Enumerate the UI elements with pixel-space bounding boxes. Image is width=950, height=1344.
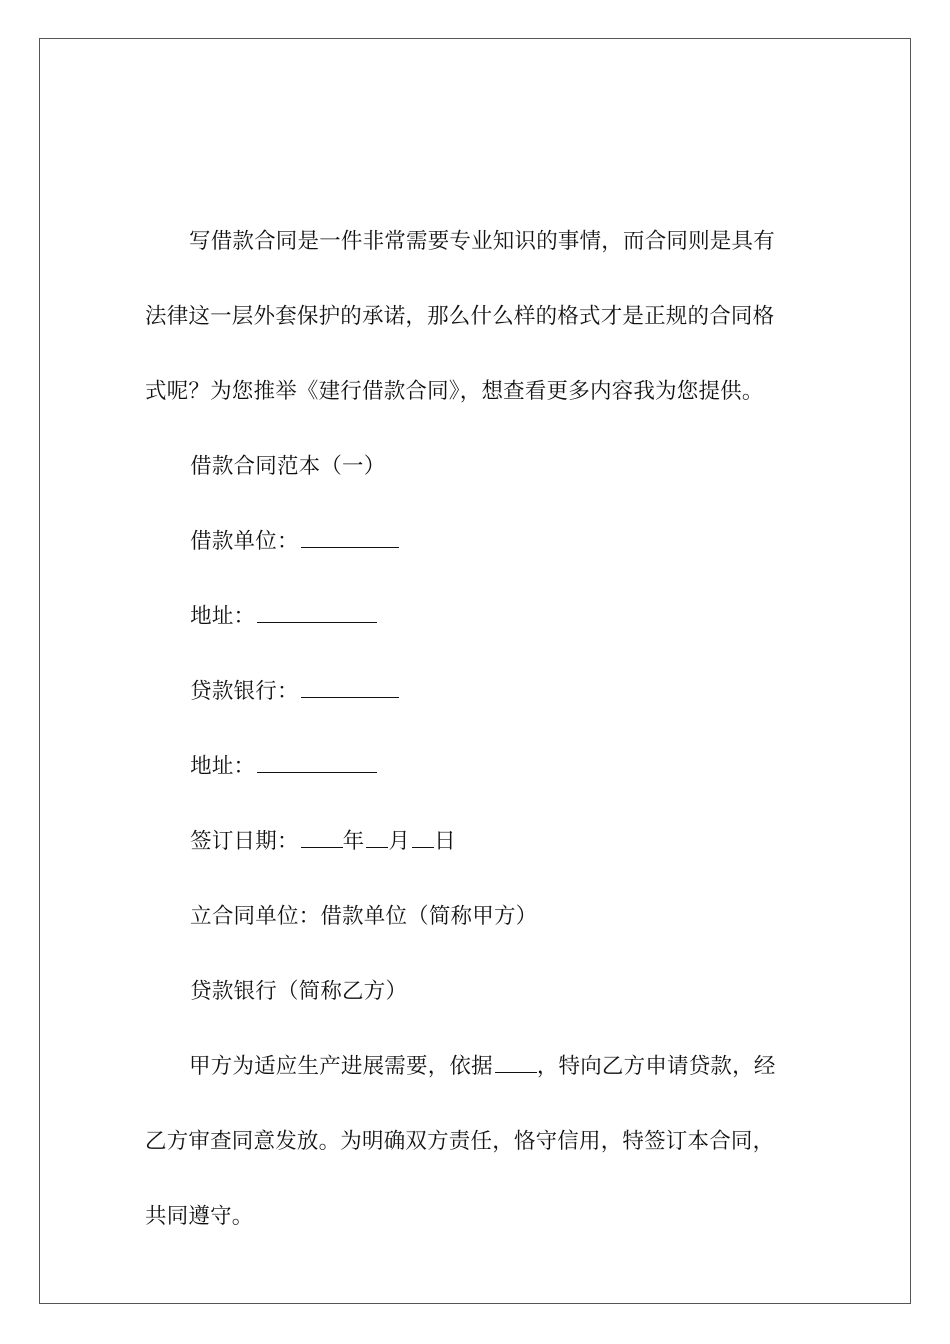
month-label: 月 [388, 829, 411, 854]
borrower-label: 借款单位： [190, 529, 299, 554]
body-line-2: 乙方审查同意发放。为明确双方责任，恪守信用，特签订本合同， [145, 1129, 775, 1154]
month-blank[interactable] [366, 828, 388, 848]
body-paragraph [145, 1029, 800, 1254]
body-line-1 [145, 1029, 800, 1104]
borrower-address-label: 地址： [190, 604, 256, 629]
lender-field [145, 654, 800, 729]
body-line-3: 共同遵守。 [145, 1204, 254, 1229]
borrower-address-field [145, 579, 800, 654]
lender-address-blank[interactable] [257, 753, 377, 773]
day-blank[interactable] [412, 828, 434, 848]
party-b-line: 贷款银行（简称乙方） [190, 979, 408, 1004]
basis-blank[interactable] [495, 1053, 537, 1073]
sign-date-label: 签订日期： [190, 829, 299, 854]
lender-label: 贷款银行： [190, 679, 299, 704]
intro-line-2: 法律这一层外套保护的承诺，那么什么样的格式才是正规的合同格 [145, 304, 775, 329]
lender-address-label: 地址： [190, 754, 256, 779]
borrower-address-blank[interactable] [257, 603, 377, 623]
document-body [145, 204, 800, 1254]
borrower-field [145, 504, 800, 579]
year-blank[interactable] [301, 828, 343, 848]
section-title: 借款合同范本（一） [190, 454, 386, 479]
body-part2: ，特向乙方申请贷款，经 [536, 1054, 776, 1079]
parties-line: 立合同单位：借款单位（简称甲方） [190, 904, 538, 929]
lender-address-field [145, 729, 800, 804]
year-label: 年 [342, 829, 365, 854]
intro-paragraph [145, 204, 800, 429]
sign-date-field [145, 804, 800, 879]
lender-blank[interactable] [301, 678, 399, 698]
intro-line-3: 式呢？为您推举《建行借款合同》，想查看更多内容我为您提供。 [145, 379, 764, 404]
borrower-blank[interactable] [301, 528, 399, 548]
body-part1: 甲方为适应生产进展需要，依据 [189, 1054, 493, 1079]
intro-line-1: 写借款合同是一件非常需要专业知识的事情，而合同则是具有 [189, 229, 775, 254]
day-label: 日 [434, 829, 456, 854]
